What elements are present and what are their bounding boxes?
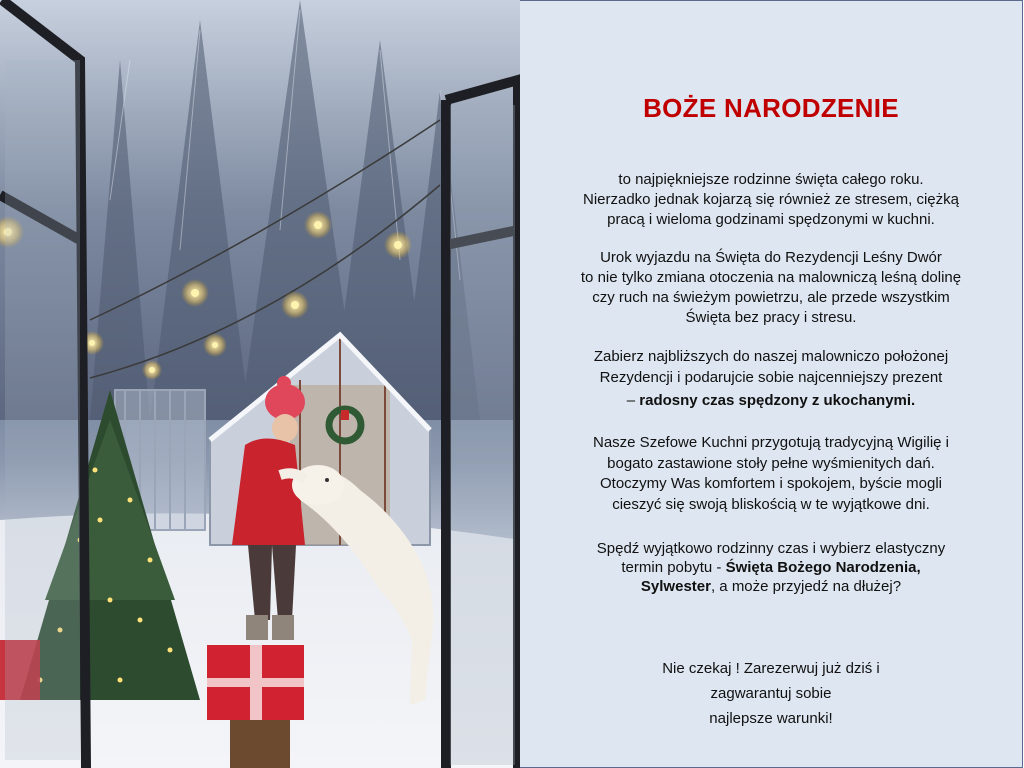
call-to-action — [520, 656, 1022, 731]
paragraph-residence — [520, 248, 1022, 328]
paragraph-line: Spędź wyjątkowo rodzinny czas i wybierz elastyczny — [596, 540, 946, 557]
paragraph-line: Otoczymy Was komfortem i spokojem, byście mogli — [599, 475, 943, 492]
paragraph-stay — [520, 539, 1022, 596]
paragraph-text: – — [626, 392, 640, 409]
paragraph-line: pracą i wieloma godzinami spędzonymi w kuchni. — [607, 211, 935, 228]
cta-line: najlepsze warunki! — [709, 710, 833, 727]
cta-line: Nie czekaj ! Zarezerwuj już dziś i — [662, 660, 880, 677]
paragraph-text: termin pobytu - — [621, 559, 726, 576]
paragraph-line — [520, 558, 1022, 577]
paragraph-line — [520, 390, 1022, 411]
paragraph-kitchen — [520, 433, 1022, 515]
paragraph-line: to nie tylko zmiana otoczenia na malowniczą leśną dolinę — [580, 269, 962, 286]
paragraph-line: to najpiękniejsze rodzinne święta całego roku. — [618, 171, 924, 188]
paragraph-line: Nierzadko jednak kojarzą się również ze stresem, ciężką — [583, 191, 959, 208]
paragraph-line: Rezydencji i podarujcie sobie najcenniejszy prezent — [599, 369, 943, 386]
paragraph-line: Zabierz najbliższych do naszej malowniczo położonej — [593, 348, 949, 365]
paragraph-line: Nasze Szefowe Kuchni przygotują tradycyjną Wigilię i — [593, 434, 949, 451]
text-panel — [520, 0, 1023, 768]
highlight-text: Sylwester — [640, 578, 711, 595]
cta-line: zagwarantuj sobie — [710, 685, 832, 702]
page-title: BOŻE NARODZENIE — [643, 93, 899, 123]
highlight-text: radosny czas spędzony z ukochanymi. — [639, 392, 916, 409]
paragraph-line: Urok wyjazdu na Święta do Rezydencji Leśny Dwór — [600, 249, 942, 266]
paragraph-line — [520, 577, 1022, 596]
highlight-text: Święta Bożego Narodzenia, — [725, 559, 921, 576]
paragraph-line: czy ruch na świeżym powietrzu, ale przede wszystkim — [592, 289, 950, 306]
paragraph-intro — [520, 170, 1022, 230]
paragraph-line: bogato zastawione stoły pełne wyśmienitych dań. — [607, 454, 935, 472]
paragraph-text: , a może przyjedź na dłużej? — [710, 578, 902, 595]
paragraph-line: Święta bez pracy i stresu. — [685, 309, 857, 326]
paragraph-line: cieszyć się swoją bliskością w te wyjątkowe dni. — [612, 495, 930, 513]
paragraph-gift — [520, 346, 1022, 411]
